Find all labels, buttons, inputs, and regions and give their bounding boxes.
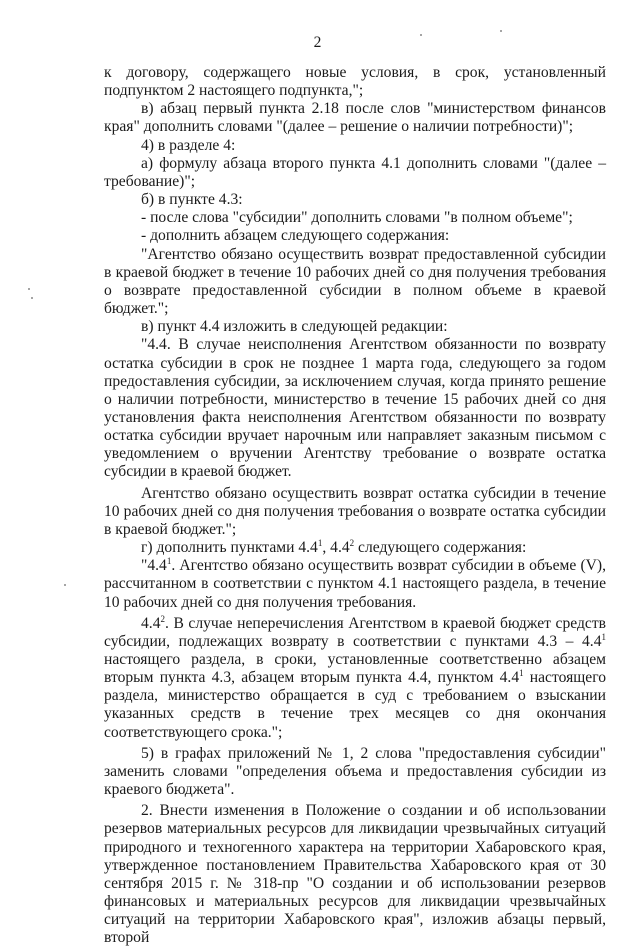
paragraph: "$4.4^1$. Агентство обязано осуществить возврат субсидии в объеме (V), рассчитанном в соответствии с пунктом 4.1 настоящего раздела, в течение 10 рабочих дней со дня получения требования. xyxy=(104,556,606,611)
superscript-index: 1 xyxy=(166,556,172,567)
scan-speck xyxy=(64,584,66,586)
paragraph: - дополнить абзацем следующего содержания: xyxy=(141,227,450,245)
document-body xyxy=(104,64,606,948)
paragraph: $4.4^2$. В случае неперечисления Агентством в краевой бюджет средств субсидии, подлежащих возврату в соответствии с пунктами $4.3 - 4.4^1$ настоящего раздела, в сроки, установленные соответственно абзацем вторым пункта 4.3, абзацем вторым пункта 4.4, пунктом $4.4^1$ настоящего раздела, министерство обращается в суд с требованием о взыскании указанных средств в течение трех месяцев со дня окончания соответствующего срока."; xyxy=(104,613,606,741)
paragraph: "4.4. В случае неисполнения Агентством обязанности по возврату остатка субсидии в срок не позднее 1 марта года, следующего за годом предоставления субсидии, за исключением случая, когда принято решение о наличии потребности, министерство в течение 15 рабочих дней со дня установления факта неисполнения Агентством обязанности по возврату остатка субсидии вручает нарочным или направляет заказным письмом с уведомлением о вручении Агентству требование о возврате остатка субсидии в краевой бюджет. xyxy=(104,336,606,481)
paragraph: г) дополнить пунктами $4.4^1$, $4.4^2$ следующего содержания: xyxy=(141,538,527,557)
paragraph: - после слова "субсидии" дополнить словами "в полном объеме"; xyxy=(141,209,573,227)
scan-speck xyxy=(31,297,33,299)
paragraph: 5) в графах приложений № 1, 2 слова "предоставления субсидии" заменить словами "определения объема и предоставления субсидии из краевого бюджета". xyxy=(104,744,606,799)
superscript-index: 2 xyxy=(349,538,355,549)
page-number: 2 xyxy=(313,34,322,51)
paragraph: Агентство обязано осуществить возврат остатка субсидии в течение 10 рабочих дней со дня получения требования о возврате остатка субсидии в краевой бюджет."; xyxy=(104,484,606,538)
superscript-index: 2 xyxy=(160,613,165,624)
paragraph: к договору, содержащего новые условия, в срок, установленный подпунктом 2 настоящего подпункта,"; xyxy=(104,64,606,100)
superscript-index: 1 xyxy=(519,668,524,679)
scan-speck xyxy=(500,30,502,32)
paragraph: 2. Внести изменения в Положение о создании и об использовании резервов материальных ресурсов для ликвидации чрезвычайных ситуаций природного и техногенного характера на территории Хабаровского края, утвержденное постановлением Правительства Хабаровского края от 30 сентября 2015 г. № 318-пр "О создании и об использовании резервов финансовых и материальных ресурсов для ликвидации чрезвычайных ситуаций на территории Хабаровского края", изложив абзацы первый, второй xyxy=(104,802,606,947)
paragraph: а) формулу абзаца второго пункта 4.1 дополнить словами "(далее – требование)"; xyxy=(104,154,606,190)
superscript-index: 1 xyxy=(317,538,323,549)
paragraph: 4) в разделе 4: xyxy=(141,136,236,154)
paragraph: "Агентство обязано осуществить возврат предоставленной субсидии в краевой бюджет в течение 10 рабочих дней со дня получения требования о возврате предоставленной субсидии в полном объеме в краевой бюджет."; xyxy=(104,245,606,318)
paragraph: в) абзац первый пункта 2.18 после слов "министерством финансов края" дополнить словами "(далее – решение о наличии потребности)"; xyxy=(104,100,606,136)
paragraph: в) пункт 4.4 изложить в следующей редакции: xyxy=(141,318,448,336)
superscript-index: 1 xyxy=(601,631,606,642)
paragraph: б) в пункте 4.3: xyxy=(141,191,243,209)
scan-speck xyxy=(420,34,422,36)
scan-speck xyxy=(28,288,30,290)
